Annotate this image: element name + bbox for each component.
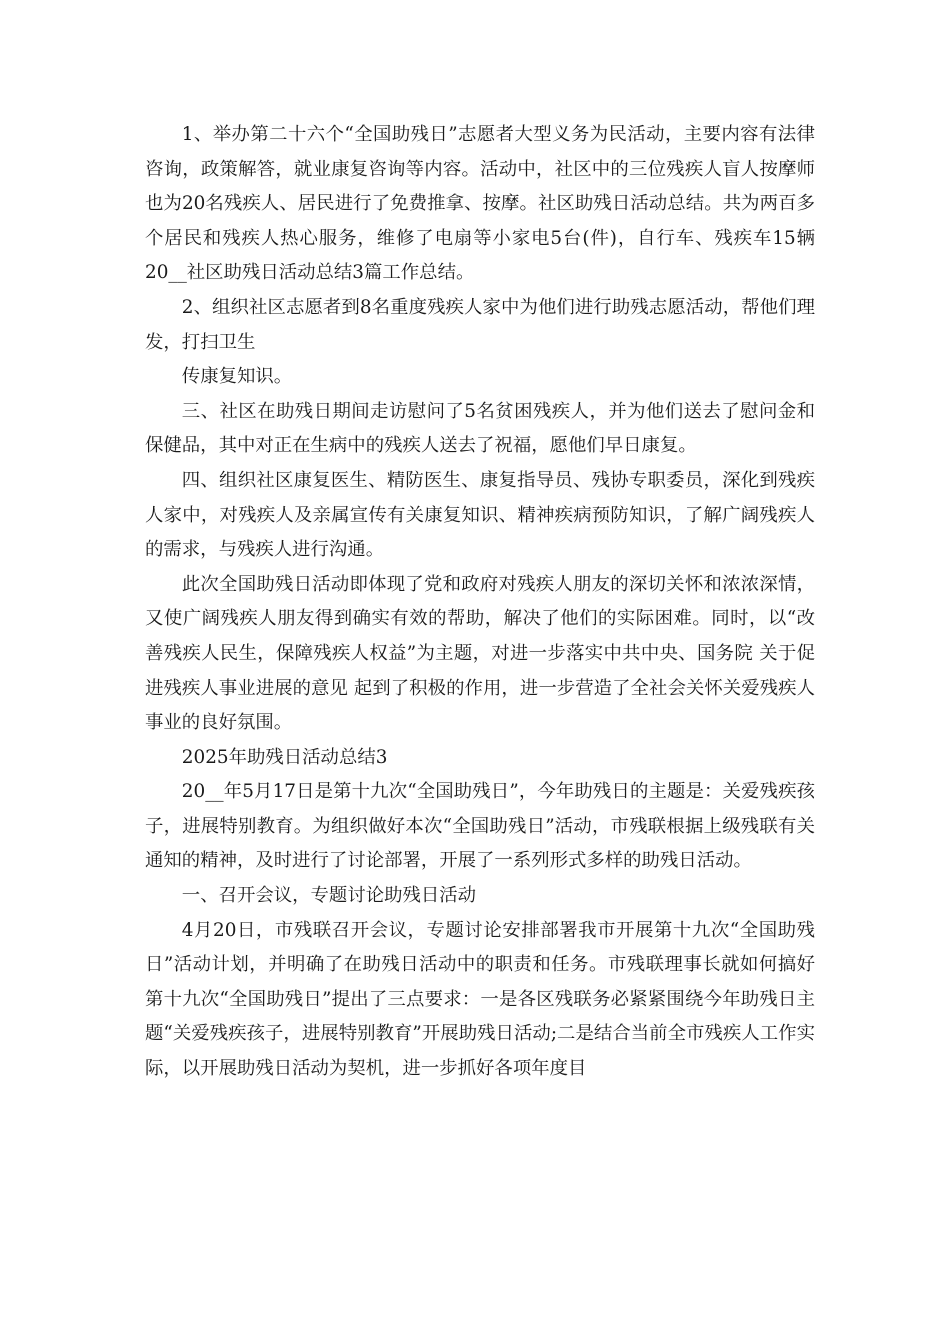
paragraph-fragment: 传康复知识。 (181, 366, 293, 388)
paragraph-section-3: 三、社区在助残日期间走访慰问了5名贫困残疾人，并为他们送去了慰问金和保健品，其中对正在生病中的残疾人送去了祝福，愿他们早日康复。 (145, 400, 815, 457)
paragraph-activity-2: 2、组织社区志愿者到8名重度残疾人家中为他们进行助残志愿活动，帮他们理发，打扫卫生 (145, 296, 815, 353)
paragraph-conclusion: 此次全国助残日活动即体现了党和政府对残疾人朋友的深切关怀和浓浓深情，又使广阔残疾人朋友得到确实有效的帮助，解决了他们的实际困难。同时，以“改善残疾人民生，保障残疾人权益”为主题，对进一步落实中共中央、国务院 关于促进残疾人事业进展的意见 起到了积极的作用，进一步营造了全社会关怀关爱残疾人事业的良好氛围。 (145, 573, 815, 734)
section-heading-summary-3: 2025年助残日活动总结3 (181, 746, 388, 768)
paragraph-meeting: 4月20日，市残联召开会议，专题讨论安排部署我市开展第十九次“全国助残日”活动计划，并明确了在助残日活动中的职责和任务。市残联理事长就如何搞好第十九次“全国助残日”提出了三点要求：一是各区残联务必紧紧围绕今年助残日主题“关爱残疾孩子，进展特别教育”开展助残日活动;二是结合当前全市残疾人工作实际，以开展助残日活动为契机，进一步抓好各项年度目 (145, 919, 815, 1080)
paragraph-intro: 20__年5月17日是第十九次“全国助残日”，今年助残日的主题是：关爱残疾孩子，进展特别教育。为组织做好本次“全国助残日”活动，市残联根据上级残联有关通知的精神，及时进行了讨论部署，开展了一系列形式多样的助残日活动。 (145, 781, 815, 872)
subheading-meeting: 一、召开会议，专题讨论助残日活动 (181, 885, 477, 907)
paragraph-activity-1: 1、举办第二十六个“全国助残日”志愿者大型义务为民活动，主要内容有法律咨询，政策解答，就业康复咨询等内容。活动中，社区中的三位残疾人盲人按摩师也为20名残疾人、居民进行了免费推拿、按摩。社区助残日活动总结。共为两百多个居民和残疾人热心服务，维修了电扇等小家电5台(件)，自行车、残疾车15辆20__社区助残日活动总结3篇工作总结。 (145, 124, 815, 284)
document-body (145, 118, 815, 1087)
paragraph-section-4: 四、组织社区康复医生、精防医生、康复指导员、残协专职委员，深化到残疾人家中，对残疾人及亲属宣传有关康复知识、精神疾病预防知识，了解广阔残疾人的需求，与残疾人进行沟通。 (145, 469, 815, 561)
